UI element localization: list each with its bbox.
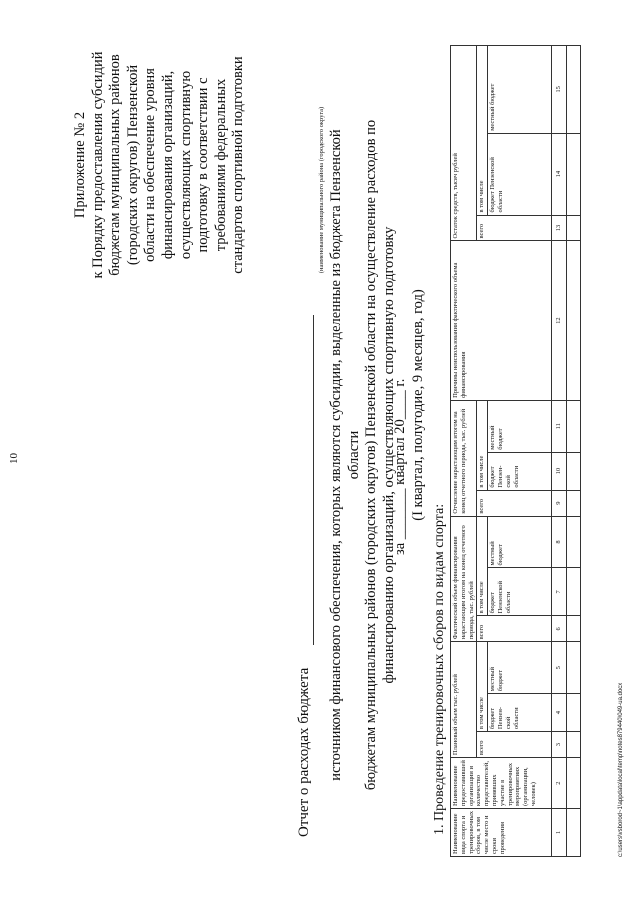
table-row xyxy=(567,46,581,857)
main-title-line: источником финансового обеспечения, которых являются субсидии, выделенные из бюджета Пензенской области xyxy=(328,129,362,781)
header-cell: Остаток средств, тысяч рублей xyxy=(451,46,477,241)
appendix-line: осуществляющих спортивную xyxy=(177,70,194,260)
header-cell: всего xyxy=(477,616,552,642)
header-cell: местный бюджет xyxy=(488,46,552,134)
table-cell xyxy=(567,400,581,452)
report-title: Отчет о расходах бюджета xyxy=(296,667,312,837)
header-cell: в том числе xyxy=(477,400,488,490)
column-number: 15 xyxy=(552,46,567,134)
org-hint: (наименование муниципального района (городского округа) xyxy=(318,106,325,274)
header-cell: всего xyxy=(477,732,552,758)
header-cell: Плановый объем тыс. рублей xyxy=(451,642,477,758)
fill-line xyxy=(313,315,314,645)
appendix-line: требованиями федеральных xyxy=(212,78,229,252)
column-number: 1 xyxy=(552,809,567,857)
column-number: 12 xyxy=(552,241,567,400)
column-number: 10 xyxy=(552,452,567,490)
column-number: 14 xyxy=(552,133,567,215)
header-cell: Наименование предоставившей организации и количество представителей, принявших участие в тренировочных мероприятиях (организации, человек) xyxy=(451,758,552,809)
header-cell: всего xyxy=(477,490,552,516)
column-number: 11 xyxy=(552,400,567,452)
page-number: 10 xyxy=(8,453,20,464)
appendix-line: подготовку в соответствии с xyxy=(195,77,212,253)
header-cell: всего xyxy=(477,215,552,241)
table-cell xyxy=(567,732,581,758)
header-cell: бюджет Пензен-ской области xyxy=(488,452,552,490)
section-heading: 1. Проведение тренировочных сборов по видам спорта: xyxy=(432,503,447,835)
column-number: 6 xyxy=(552,616,567,642)
appendix-line: области на обеспечение уровня xyxy=(142,68,159,262)
table-cell xyxy=(567,490,581,516)
training-table xyxy=(450,45,581,857)
appendix-line: стандартов спортивной подготовки xyxy=(230,56,247,274)
header-cell: бюджет Пензен-ской области xyxy=(488,694,552,732)
table-cell xyxy=(567,452,581,490)
column-number-row xyxy=(552,46,567,857)
column-number: 4 xyxy=(552,694,567,732)
file-path: c:\users\vsborod~1\appdata\local\temp\notes879440\049-ua.docx xyxy=(618,682,624,857)
table-header-row xyxy=(451,46,477,857)
appendix-block xyxy=(72,10,248,320)
column-number: 3 xyxy=(552,732,567,758)
header-cell: местный бюджет xyxy=(488,516,552,568)
header-cell: Причины неиспользования фактического объема финансирования xyxy=(451,241,552,400)
table-cell xyxy=(567,694,581,732)
appendix-line: Приложение № 2 xyxy=(72,111,88,219)
header-cell: бюджет Пензенской области xyxy=(488,133,552,215)
header-cell: Наименование вида спорта и тренировочных сборов, в том числе место и сроки проведения xyxy=(451,809,552,857)
header-cell: Отчисление нарастающим итогом на конец отчетного периода, тыс. рублей xyxy=(451,400,477,516)
column-number: 13 xyxy=(552,215,567,241)
appendix-line: бюджетам муниципальных районов xyxy=(107,54,124,276)
table-cell xyxy=(567,241,581,400)
table-cell xyxy=(567,568,581,616)
period-note: (I квартал, полугодие, 9 месяцев, год) xyxy=(410,289,426,521)
appendix-line: (городских округов) Пензенской xyxy=(124,64,141,266)
table-cell xyxy=(567,516,581,568)
header-cell: бюджет Пензенской области xyxy=(488,568,552,616)
header-cell: местный бюджет xyxy=(488,642,552,694)
column-number: 9 xyxy=(552,490,567,516)
header-cell: Фактический объем финансирования нарастающим итогом на конец отчетного периода, тыс. рублей xyxy=(451,516,477,642)
header-cell: местный бюджет xyxy=(488,400,552,452)
report-main-title xyxy=(328,105,398,805)
header-cell: в том числе xyxy=(477,642,488,732)
column-number: 2 xyxy=(552,758,567,809)
table-cell xyxy=(567,215,581,241)
table-header-row xyxy=(477,46,488,857)
table-cell xyxy=(567,616,581,642)
column-number: 7 xyxy=(552,568,567,616)
column-number: 8 xyxy=(552,516,567,568)
table-cell xyxy=(567,758,581,809)
appendix-line: к Порядку предоставления субсидий xyxy=(89,51,106,279)
header-cell: в том числе xyxy=(477,516,488,616)
column-number: 5 xyxy=(552,642,567,694)
period-line: за _______ квартал 20____ г. xyxy=(392,378,408,555)
table-cell xyxy=(567,133,581,215)
main-title-line: финансированию организаций, осуществляющих спортивную подготовку xyxy=(380,226,397,684)
header-cell: в том числе xyxy=(477,46,488,216)
main-title-line: бюджетам муниципальных районов (городских округов) Пензенской области на осуществление расходов по xyxy=(363,119,380,791)
table-cell xyxy=(567,642,581,694)
appendix-line: финансирования организаций, xyxy=(159,70,176,260)
table-cell xyxy=(567,46,581,134)
table-cell xyxy=(567,809,581,857)
